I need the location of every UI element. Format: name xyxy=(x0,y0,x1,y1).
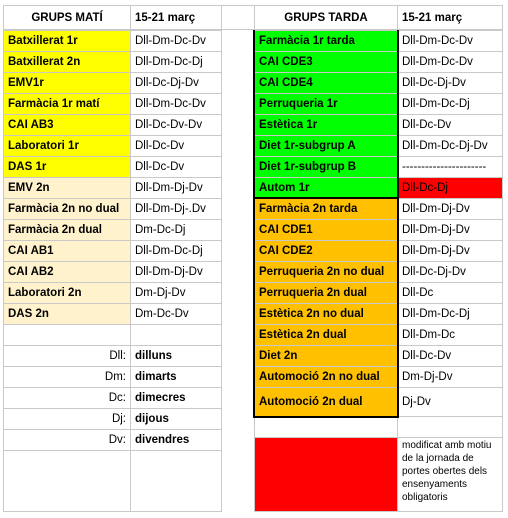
right-group-cell[interactable]: CAI CDE4 xyxy=(254,72,398,94)
right-days-cell[interactable]: Dll-Dc-Dj-Dv xyxy=(397,72,503,94)
left-group-cell[interactable]: CAI AB3 xyxy=(3,114,131,136)
right-group-cell[interactable]: Automoció 2n no dual xyxy=(254,366,398,388)
note-text[interactable]: modificat amb motiu de la jornada de portes obertes dels ensenyaments obligatoris xyxy=(397,437,503,512)
right-days-cell[interactable]: ---------------------- xyxy=(397,156,503,178)
left-days-cell[interactable]: Dll-Dm-Dc-Dj xyxy=(130,240,222,262)
left-days-cell[interactable]: Dll-Dm-Dc-Dv xyxy=(130,30,222,52)
header-left-date[interactable]: 15-21 març xyxy=(130,5,222,30)
left-group-cell[interactable]: Laboratori 1r xyxy=(3,135,131,157)
right-group-cell[interactable]: Perruqueria 2n no dual xyxy=(254,261,398,283)
empty-cell[interactable] xyxy=(3,324,131,346)
right-days-cell[interactable]: Dll-Dc-Dv xyxy=(397,114,503,136)
left-group-cell[interactable]: Laboratori 2n xyxy=(3,282,131,304)
left-group-cell[interactable]: Farmàcia 2n no dual xyxy=(3,198,131,220)
left-days-cell[interactable]: Dll-Dc-Dv xyxy=(130,156,222,178)
right-days-cell[interactable]: Dll-Dc xyxy=(397,282,503,304)
left-days-cell[interactable]: Dm-Dj-Dv xyxy=(130,282,222,304)
right-days-cell[interactable]: Dll-Dm-Dj-Dv xyxy=(397,219,503,241)
right-group-cell[interactable]: CAI CDE1 xyxy=(254,219,398,241)
empty-cell[interactable] xyxy=(3,450,131,512)
right-group-cell[interactable]: Estètica 1r xyxy=(254,114,398,136)
left-days-cell[interactable]: Dll-Dm-Dc-Dj xyxy=(130,51,222,73)
legend-abbr[interactable]: Dv: xyxy=(3,429,131,451)
right-days-cell[interactable]: Dll-Dm-Dc-Dv xyxy=(397,30,503,52)
right-group-cell[interactable]: Perruqueria 1r xyxy=(254,93,398,115)
left-group-cell[interactable]: Farmàcia 2n dual xyxy=(3,219,131,241)
legend-abbr[interactable]: Dll: xyxy=(3,345,131,367)
gap-column xyxy=(221,30,255,512)
right-group-cell[interactable]: CAI CDE2 xyxy=(254,240,398,262)
empty-cell[interactable] xyxy=(221,5,255,30)
right-days-cell[interactable]: Dj-Dv xyxy=(397,387,503,417)
right-days-cell[interactable]: Dll-Dc-Dj-Dv xyxy=(397,261,503,283)
left-group-cell[interactable]: CAI AB1 xyxy=(3,240,131,262)
legend-abbr[interactable]: Dc: xyxy=(3,387,131,409)
right-days-cell[interactable]: Dll-Dm-Dc-Dv xyxy=(397,51,503,73)
right-group-cell[interactable]: Diet 1r-subgrup A xyxy=(254,135,398,157)
header-right-date[interactable]: 15-21 març xyxy=(397,5,503,30)
left-group-cell[interactable]: DAS 2n xyxy=(3,303,131,325)
legend-abbr[interactable]: Dj: xyxy=(3,408,131,430)
left-group-cell[interactable]: Batxillerat 1r xyxy=(3,30,131,52)
right-group-cell[interactable]: Autom 1r xyxy=(254,177,398,199)
right-group-cell[interactable]: Estètica 2n no dual xyxy=(254,303,398,325)
right-days-cell[interactable]: Dll-Dm-Dc-Dj xyxy=(397,303,503,325)
left-group-cell[interactable]: Batxillerat 2n xyxy=(3,51,131,73)
left-days-cell[interactable]: Dll-Dm-Dj-Dv xyxy=(130,261,222,283)
right-group-cell[interactable]: Farmàcia 1r tarda xyxy=(254,30,398,52)
note-color-swatch[interactable] xyxy=(254,437,398,512)
right-days-cell[interactable]: Dll-Dm-Dc xyxy=(397,324,503,346)
left-days-cell[interactable]: Dm-Dc-Dv xyxy=(130,303,222,325)
right-group-cell[interactable]: Automoció 2n dual xyxy=(254,387,398,417)
left-days-cell[interactable]: Dll-Dm-Dc-Dv xyxy=(130,93,222,115)
left-days-cell[interactable]: Dll-Dc-Dv xyxy=(130,135,222,157)
legend-abbr[interactable]: Dm: xyxy=(3,366,131,388)
left-group-cell[interactable]: CAI AB2 xyxy=(3,261,131,283)
empty-cell[interactable] xyxy=(397,416,503,438)
left-days-cell[interactable]: Dll-Dc-Dj-Dv xyxy=(130,72,222,94)
left-days-cell[interactable]: Dm-Dc-Dj xyxy=(130,219,222,241)
block-border-left xyxy=(253,30,255,417)
left-group-cell[interactable]: EMV1r xyxy=(3,72,131,94)
left-days-cell[interactable]: Dll-Dm-Dj-Dv xyxy=(130,177,222,199)
left-group-cell[interactable]: DAS 1r xyxy=(3,156,131,178)
right-days-cell-highlighted[interactable]: Dll-Dc-Dj xyxy=(397,177,503,199)
legend-name[interactable]: dijous xyxy=(130,408,222,430)
legend-name[interactable]: dilluns xyxy=(130,345,222,367)
right-days-cell[interactable]: Dll-Dm-Dj-Dv xyxy=(397,198,503,220)
legend-name[interactable]: dimecres xyxy=(130,387,222,409)
left-group-cell[interactable]: EMV 2n xyxy=(3,177,131,199)
empty-cell[interactable] xyxy=(130,450,222,512)
block-border-divider xyxy=(253,197,399,199)
right-group-cell[interactable]: Diet 1r-subgrup B xyxy=(254,156,398,178)
right-group-cell[interactable]: Estètica 2n dual xyxy=(254,324,398,346)
empty-cell[interactable] xyxy=(130,324,222,346)
right-group-cell[interactable]: Perruqueria 2n dual xyxy=(254,282,398,304)
left-days-cell[interactable]: Dll-Dc-Dv-Dv xyxy=(130,114,222,136)
block-border-right xyxy=(397,30,399,417)
right-group-cell[interactable]: CAI CDE3 xyxy=(254,51,398,73)
left-days-cell[interactable]: Dll-Dm-Dj-.Dv xyxy=(130,198,222,220)
right-group-cell[interactable]: Diet 2n xyxy=(254,345,398,367)
right-days-cell[interactable]: Dll-Dm-Dc-Dj xyxy=(397,93,503,115)
left-group-cell[interactable]: Farmàcia 1r matí xyxy=(3,93,131,115)
right-days-cell[interactable]: Dll-Dm-Dc-Dj-Dv xyxy=(397,135,503,157)
right-days-cell[interactable]: Dll-Dc-Dv xyxy=(397,345,503,367)
header-right-group[interactable]: GRUPS TARDA xyxy=(254,5,398,30)
right-group-cell[interactable]: Farmàcia 2n tarda xyxy=(254,198,398,220)
empty-cell[interactable] xyxy=(254,416,398,438)
legend-name[interactable]: divendres xyxy=(130,429,222,451)
right-days-cell[interactable]: Dm-Dj-Dv xyxy=(397,366,503,388)
right-days-cell[interactable]: Dll-Dm-Dj-Dv xyxy=(397,240,503,262)
block-border-bottom xyxy=(253,416,399,418)
legend-name[interactable]: dimarts xyxy=(130,366,222,388)
header-left-group[interactable]: GRUPS MATÍ xyxy=(3,5,131,30)
